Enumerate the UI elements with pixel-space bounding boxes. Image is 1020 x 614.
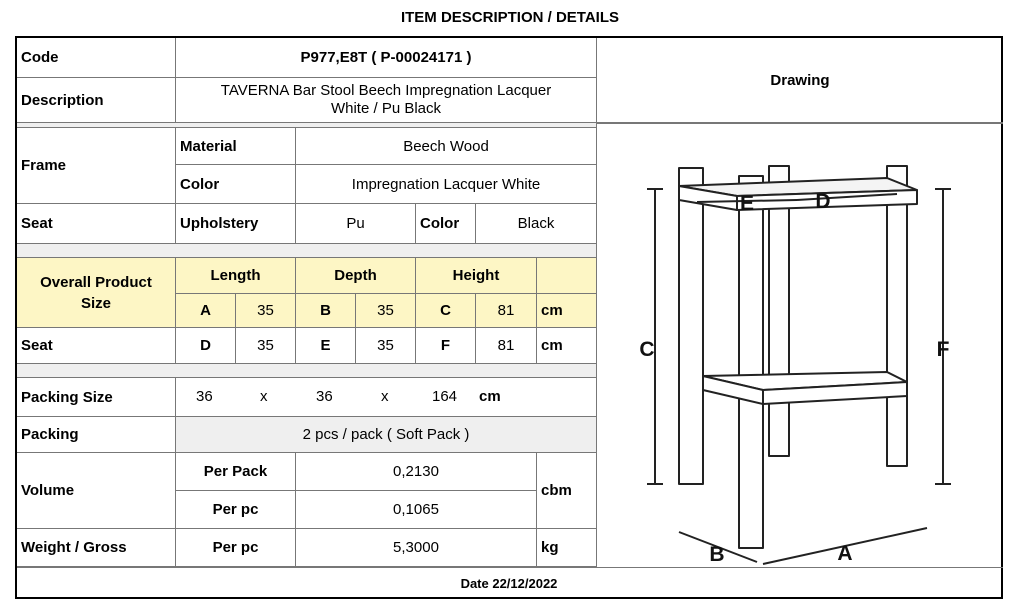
frame-color-value: Impregnation Lacquer White — [296, 165, 597, 204]
separator — [17, 364, 597, 378]
dim-d-label: D — [176, 328, 236, 364]
unit-header — [537, 258, 597, 294]
volume-per-pc-label: Per pc — [176, 491, 296, 529]
label-e: E — [739, 192, 755, 215]
label-b: B — [709, 543, 725, 566]
dim-f-value: 81 — [476, 328, 537, 364]
dim-f-label: F — [416, 328, 476, 364]
code-value: P977,E8T ( P-00024171 ) — [176, 38, 597, 78]
volume-per-pack-label: Per Pack — [176, 453, 296, 491]
page-title: ITEM DESCRIPTION / DETAILS — [400, 9, 620, 26]
separator — [17, 244, 597, 258]
height-header: Height — [416, 258, 537, 294]
label-a: A — [837, 542, 853, 565]
dim-a-label: A — [176, 294, 236, 328]
frame-color-label: Color — [176, 165, 296, 204]
description-line-1: TAVERNA Bar Stool Beech Impregnation Lacquer — [220, 82, 552, 99]
packing-x-1: x — [260, 388, 268, 405]
dim-e-value: 35 — [356, 328, 416, 364]
dim-c-value: 81 — [476, 294, 537, 328]
volume-per-pc-value: 0,1065 — [296, 491, 537, 529]
seat-size-label: Seat — [17, 328, 176, 364]
details-sheet — [15, 36, 1003, 599]
seat-size-unit: cm — [537, 328, 597, 364]
material-label: Material — [176, 128, 296, 165]
volume-label: Volume — [17, 453, 176, 529]
dim-b-label: B — [296, 294, 356, 328]
overall-unit: cm — [537, 294, 597, 328]
packing-width: 36 — [196, 388, 213, 405]
dim-d-value: 35 — [236, 328, 296, 364]
volume-unit: cbm — [537, 453, 597, 529]
drawing-header: Drawing — [597, 38, 1003, 123]
upholstery-value: Pu — [296, 204, 416, 244]
packing-value: 2 pcs / pack ( Soft Pack ) — [176, 417, 597, 453]
weight-value: 5,3000 — [296, 529, 537, 567]
stool-leg-front-left — [679, 168, 703, 484]
description-line-2: White / Pu Black — [330, 100, 442, 117]
seat-color-label: Color — [416, 204, 476, 244]
overall-size-line-1: Overall Product — [40, 273, 152, 291]
depth-header: Depth — [296, 258, 416, 294]
weight-per-pc-label: Per pc — [176, 529, 296, 567]
weight-unit: kg — [537, 529, 597, 567]
frame-label: Frame — [17, 128, 176, 204]
weight-label: Weight / Gross — [17, 529, 176, 567]
dim-c-label: C — [416, 294, 476, 328]
label-f: F — [936, 338, 950, 361]
overall-size-label — [17, 258, 176, 328]
stool-leg-back-right — [887, 166, 907, 466]
packing-label: Packing — [17, 417, 176, 453]
seat-label: Seat — [17, 204, 176, 244]
upholstery-label: Upholstery — [176, 204, 296, 244]
packing-size-row — [176, 378, 597, 417]
packing-x-2: x — [381, 388, 389, 405]
stool-drawing — [597, 124, 1003, 567]
dim-a-value: 35 — [236, 294, 296, 328]
label-d: D — [815, 190, 831, 213]
packing-depth: 36 — [316, 388, 333, 405]
packing-unit: cm — [479, 388, 501, 405]
label-c: C — [639, 338, 655, 361]
description-value — [176, 78, 597, 123]
date-footer: Date 22/12/2022 — [460, 575, 558, 591]
stool-leg-front-right — [739, 176, 763, 548]
volume-per-pack-value: 0,2130 — [296, 453, 537, 491]
length-header: Length — [176, 258, 296, 294]
dim-b-value: 35 — [356, 294, 416, 328]
description-label: Description — [17, 78, 176, 123]
dim-e-label: E — [296, 328, 356, 364]
packing-height: 164 — [432, 388, 458, 405]
overall-size-line-2: Size — [80, 294, 111, 312]
seat-color-value: Black — [476, 204, 597, 244]
code-label: Code — [17, 38, 176, 78]
material-value: Beech Wood — [296, 128, 597, 165]
packing-size-label: Packing Size — [17, 378, 176, 417]
